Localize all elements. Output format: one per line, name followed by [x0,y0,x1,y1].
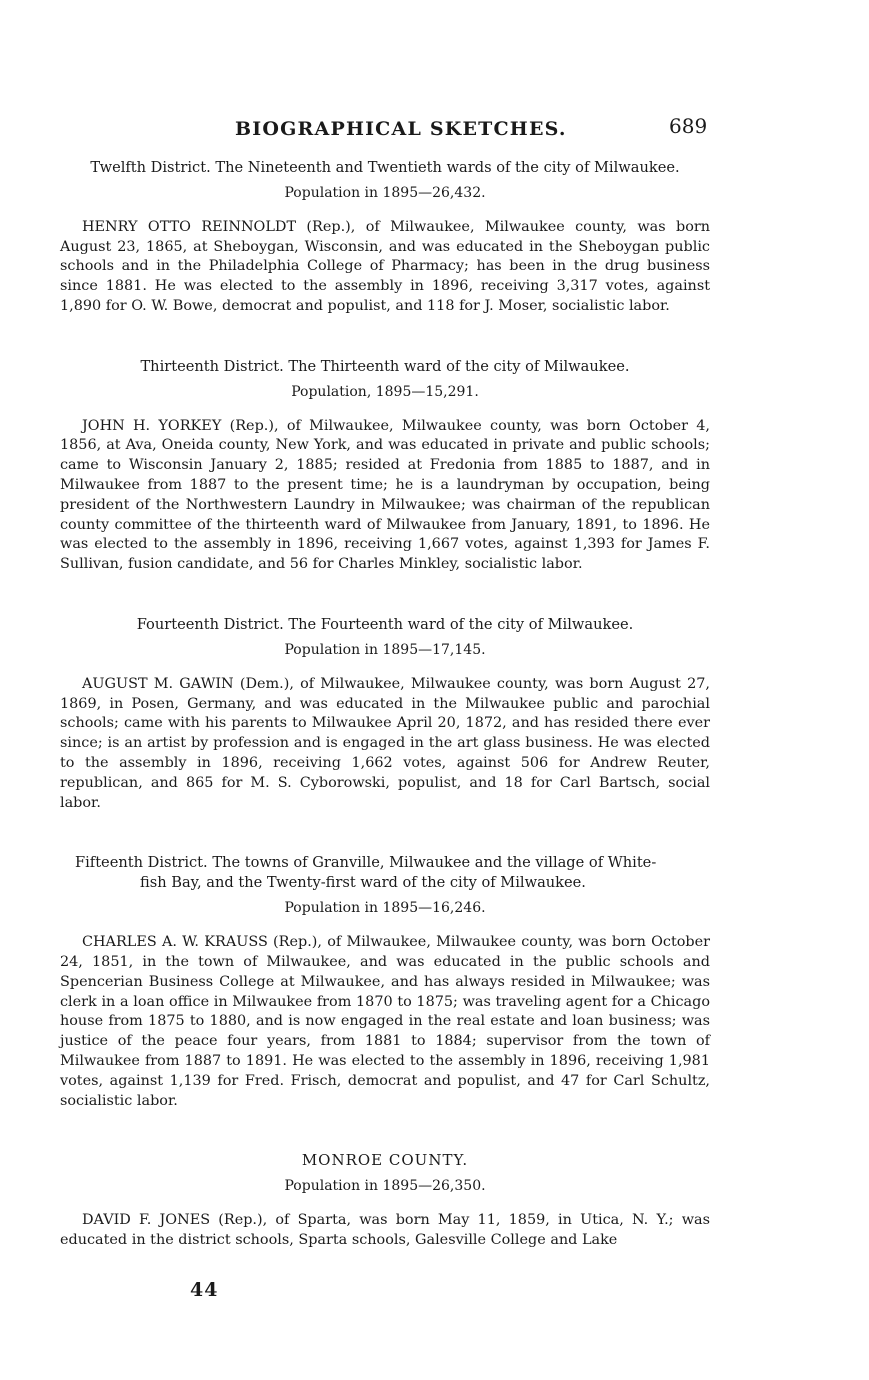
district-heading-line1: Fifteenth District. The towns of Granville, Milwaukee and the village of White- [75,854,657,872]
signature-mark: 44 [190,1279,219,1301]
district-heading-line2: fish Bay, and the Twenty-first ward of the city of Milwaukee. [140,874,586,892]
page-number: 689 [669,114,708,138]
page-body [60,158,710,1250]
biography-paragraph: CHARLES A. W. KRAUSS (Rep.), of Milwaukee, Milwaukee county, was born October 24, 1851, in the town of Milwaukee, and was educated in the public schools and Spencerian Business College at Milwaukee, and has always resided in Milwaukee; was clerk in a loan office in Milwaukee from 1870 to 1875; was traveling agent for a Chicago house from 1875 to 1880, and is now engaged in the real estate and loan business; was justice of the peace four years, from 1881 to 1884; supervisor from the town of Milwaukee from 1887 to 1891. He was elected to the assembly in 1896, receiving 1,981 votes, against 1,139 for Fred. Frisch, democrat and populist, and 47 for Carl Schultz, socialistic labor. [60,934,710,1109]
population-line: Population in 1895—26,350. [284,1178,486,1195]
population-line: Population in 1895—16,246. [284,900,486,917]
biography-paragraph: HENRY OTTO REINNOLDT (Rep.), of Milwaukee, Milwaukee county, was born August 23, 1865, at Sheboygan, Wisconsin, and was educated in the Sheboygan public schools and in the Philadelphia College of Pharmacy; has been in the drug business since 1881. He was elected to the assembly in 1896, receiving 3,317 votes, against 1,890 for O. W. Bowe, democrat and populist, and 118 for J. Moser, socialistic labor. [60,218,710,314]
population-line: Population, 1895—15,291. [291,383,479,400]
district-section [60,853,710,1111]
running-title: BIOGRAPHICAL SKETCHES. [235,118,567,140]
district-heading [60,853,710,893]
district-heading: Thirteenth District. The Thirteenth ward of the city of Milwaukee. [140,357,630,375]
population-line: Population in 1895—17,145. [284,641,486,658]
district-heading: Twelfth District. The Nineteenth and Twentieth wards of the city of Milwaukee. [90,159,680,176]
population-line: Population in 1895—26,432. [284,185,486,201]
district-section [60,357,710,575]
page-header [0,110,869,150]
district-heading: Fourteenth District. The Fourteenth ward of the city of Milwaukee. [136,615,634,633]
county-section [60,1151,710,1250]
district-section [60,158,710,317]
biography-paragraph: DAVID F. JONES (Rep.), of Sparta, was born May 11, 1859, in Utica, N. Y.; was educated in the district schools, Sparta schools, Galesville College and Lake [60,1211,710,1248]
district-section [60,615,710,813]
biography-paragraph: AUGUST M. GAWIN (Dem.), of Milwaukee, Milwaukee county, was born August 27, 1869, in Posen, Germany, and was educated in the Milwaukee public and parochial schools; came with his parents to Milwaukee April 20, 1872, and has resided there ever since; is an artist by profession and is engaged in the art glass business. He was elected to the assembly in 1896, receiving 1,662 votes, against 506 for Andrew Reuter, republican, and 865 for M. S. Cyborowski, populist, and 18 for Carl Bartsch, social labor. [60,675,710,811]
biography-paragraph: JOHN H. YORKEY (Rep.), of Milwaukee, Milwaukee county, was born October 4, 1856, at Ava, Oneida county, New York, and was educated in private and public schools; came to Wisconsin January 2, 1885; resided at Fredonia from 1885 to 1887, and in Milwaukee from 1887 to the present time; he is a laundryman by occupation, being president of the Northwestern Laundry in Milwaukee; was chairman of the republican county committee of the thirteenth ward of Milwaukee from January, 1891, to 1896. He was elected to the assembly in 1896, receiving 1,667 votes, against 1,393 for James F. Sullivan, fusion candidate, and 56 for Charles Minkley, socialistic labor. [60,417,710,573]
county-heading: MONROE COUNTY. [301,1151,469,1170]
